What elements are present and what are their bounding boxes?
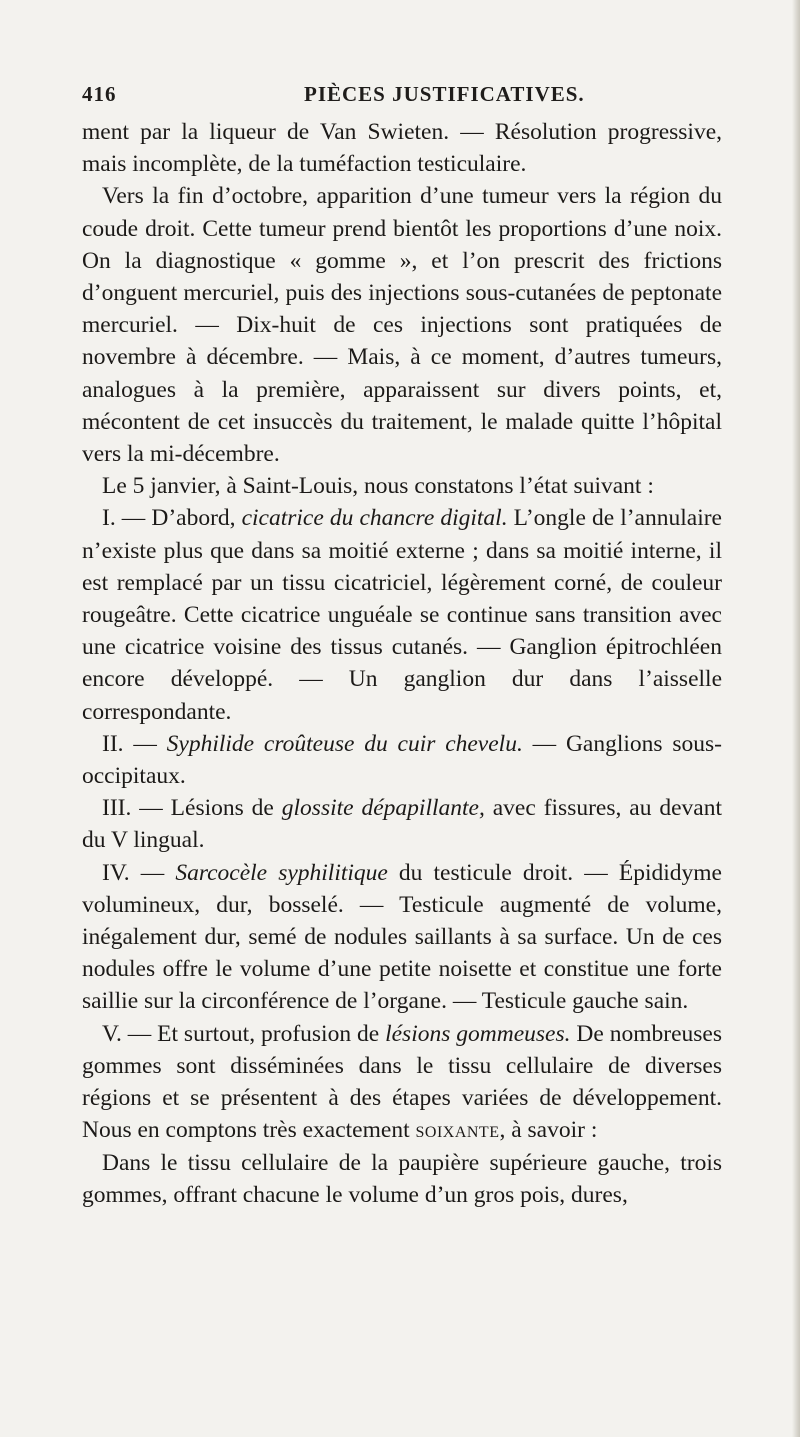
item-lead: I. — D’abord, — [102, 505, 242, 532]
body-text — [82, 116, 722, 1211]
item-lead: IV. — — [102, 859, 176, 886]
paragraph-continuation: ment par la liqueur de Van Swieten. — Résolution progressive, mais incomplète, de la tuméfaction testiculaire. — [82, 119, 722, 178]
list-item-1 — [82, 502, 722, 727]
list-item-2 — [82, 728, 722, 792]
item-lead: II. — — [102, 730, 167, 757]
running-header — [82, 82, 722, 112]
item-small-caps: soixante — [415, 1117, 500, 1144]
paragraph: Dans le tissu cellulaire de la paupière supérieure gauche, trois gommes, offrant chacune le volume d’un gros pois, dures, — [82, 1149, 722, 1208]
list-item-5 — [82, 1018, 722, 1147]
item-lead: III. — Lésions de — [102, 795, 282, 822]
item-text: avec fissures, au devant du V lingual. — [82, 795, 722, 854]
paragraph: Le 5 janvier, à Saint-Louis, nous constatons l’état suivant : — [102, 473, 654, 500]
running-title: PIÈCES JUSTIFICATIVES. — [304, 82, 585, 106]
item-italic: cicatrice du chancre digital. — [241, 505, 508, 532]
item-lead: V. — Et surtout, profusion de — [102, 1020, 386, 1047]
page-number: 416 — [82, 82, 117, 106]
item-text: — Ganglions sous-occipitaux. — [82, 730, 722, 790]
item-text-end: , à savoir : — [499, 1117, 598, 1144]
item-text: du testicule droit. — Épididyme volumineux, dur, bosselé. — Testicule augmenté de volume, inégalement dur, semé de nodules saillants à sa surface. Un de ces nodules offre le volume d’une petite noisette et constitue une forte saillie sur la circonférence de l’organe. — Testicule gauche sain. — [82, 859, 722, 1015]
item-italic: lésions gommeuses. — [385, 1020, 571, 1047]
item-text: De nombreuses gommes sont disséminées dans le tissu cellulaire de diverses régions et se présentent à des étapes variées de développement. Nous en comptons très exactement — [82, 1020, 722, 1144]
item-italic: Syphilide croûteuse du cuir chevelu. — [166, 730, 523, 757]
item-italic: glossite dépapillante, — [281, 795, 485, 822]
page-edge — [792, 0, 800, 1437]
item-text: L’ongle de l’annulaire n’existe plus que dans sa moitié externe ; dans sa moitié interne, il est remplacé par un tissu cicatriciel, légèrement corné, de couleur rougeâtre. Cette cicatrice unguéale se continue sans transition avec une cicatrice voisine des tissus cutanés. — Ganglion épitrochléen encore développé. — Un ganglion dur dans l’aisselle correspondante. — [82, 505, 722, 725]
list-item-3 — [82, 792, 722, 856]
paragraph: Vers la fin d’octobre, apparition d’une tumeur vers la région du coude droit. Cette tumeur prend bientôt les proportions d’une noix. On la diagnostique « gomme », et l’on prescrit des frictions d’onguent mercuriel, puis des injections sous-cutanées de peptonate mercuriel. — Dix-huit de ces injections sont pratiquées de novembre à décembre. — Mais, à ce moment, d’autres tumeurs, analogues à la première, apparaissent sur divers points, et, mécontent de cet insuccès du traitement, le malade quitte l’hôpital vers la mi-décembre. — [82, 183, 722, 468]
list-item-4 — [82, 857, 722, 1018]
item-italic: Sarcocèle syphilitique — [175, 859, 388, 886]
